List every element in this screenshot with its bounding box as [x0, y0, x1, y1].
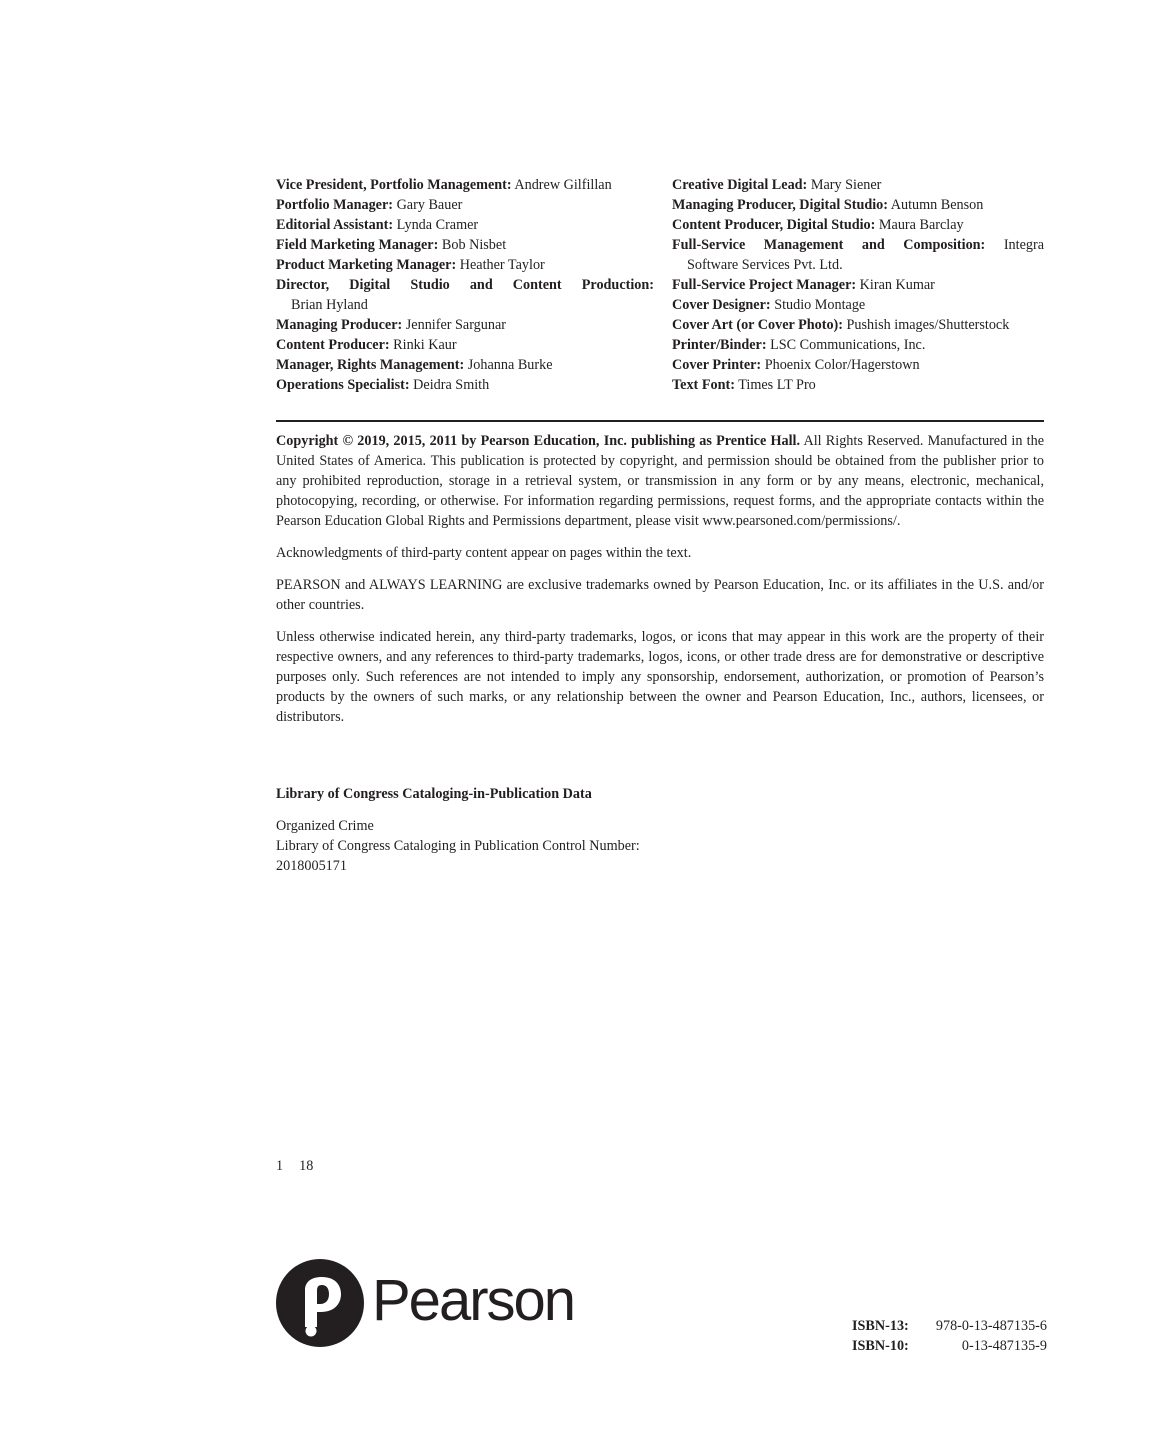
credit-line: [672, 335, 1044, 355]
legal-notice: [276, 431, 1044, 739]
isbn-13-label: ISBN-13:: [852, 1318, 909, 1334]
credit-name: Software Services Pvt. Ltd.: [687, 257, 843, 273]
credit-role: Operations Specialist:: [276, 377, 410, 393]
pearson-wordmark: Pearson: [372, 1268, 575, 1333]
section-divider: [276, 420, 1044, 422]
credit-name: Gary Bauer: [396, 197, 463, 213]
credit-line: [672, 375, 1044, 395]
trademarks-paragraph: PEARSON and ALWAYS LEARNING are exclusive trademarks owned by Pearson Education, Inc. or its affiliates in the U.S. and/or other countries.: [276, 577, 1044, 613]
print-line: [276, 1156, 313, 1176]
credit-name: LSC Communications, Inc.: [770, 337, 926, 353]
credit-role: Managing Producer, Digital Studio:: [672, 197, 888, 213]
cataloging-data: [276, 784, 1044, 876]
control-number-label: Library of Congress Cataloging in Publication Control Number:: [276, 838, 640, 854]
credit-name: Maura Barclay: [878, 217, 964, 233]
credits-right-column: [672, 175, 1044, 395]
credit-name: Integra: [1003, 237, 1045, 253]
copyright-paragraph: [276, 431, 1044, 531]
credit-name: Rinki Kaur: [393, 337, 457, 353]
isbn-block: [852, 1316, 1047, 1356]
credit-line: [672, 295, 1044, 315]
control-number: 2018005171: [276, 858, 347, 874]
credit-line: [672, 175, 1044, 195]
credit-role: Text Font:: [672, 377, 735, 393]
copyright-body: All Rights Reserved. Manufactured in the United States of America. This publication is protected by copyright, and permission should be obtained from the publisher prior to any prohibited reproduction, storage in a retrieval system, or transmission in any form or by any means, electronic, mechanical, photocopying, recording, or otherwise. For information regarding permissions, request forms, and the appropriate contacts within the Pearson Education Global Rights and Permissions department, please visit www.pearsoned.com/permissions/.: [276, 433, 1044, 529]
credit-name: Phoenix Color/Hagerstown: [764, 357, 920, 373]
credit-name: Bob Nisbet: [441, 237, 507, 253]
credit-line: [276, 195, 654, 215]
isbn-10-value: 0-13-487135-9: [961, 1338, 1047, 1354]
print-line-year: 18: [299, 1158, 314, 1174]
credit-name: Brian Hyland: [291, 297, 368, 313]
print-line-number: 1: [276, 1158, 284, 1174]
credit-role: Printer/Binder:: [672, 337, 767, 353]
third-party-paragraph: Unless otherwise indicated herein, any third-party trademarks, logos, or icons that may appear in this work are the property of their respective owners, and any references to third-party trademarks, logos, icons, or other trade dress are for demonstrative or descriptive purposes only. Such references are not intended to imply any sponsorship, endorsement, authorization, or promotion of Pearson’s products by the owners of such marks, or any relationship between the owner and Pearson Education, Inc., authors, licensees, or distributors.: [276, 629, 1044, 725]
isbn-10-row: [852, 1336, 1047, 1356]
credit-line: [276, 355, 654, 375]
credit-line: [276, 335, 654, 355]
credit-name: Jennifer Sargunar: [405, 317, 506, 333]
credit-name: Pushish images/Shutterstock: [846, 317, 1010, 333]
credits-left-column: [276, 175, 654, 395]
credit-role: Full-Service Project Manager:: [672, 277, 857, 293]
pearson-p-icon: [276, 1259, 364, 1347]
isbn-10-label: ISBN-10:: [852, 1338, 909, 1354]
credit-name: Kiran Kumar: [859, 277, 935, 293]
credit-role: Cover Art (or Cover Photo):: [672, 317, 843, 333]
credit-line: [276, 215, 654, 235]
credit-line-continuation: [672, 255, 1044, 275]
credit-name: Lynda Cramer: [396, 217, 479, 233]
credit-line: [276, 235, 654, 255]
credit-role: Content Producer, Digital Studio:: [672, 217, 876, 233]
credit-line: [276, 255, 654, 275]
credit-line: [672, 235, 1044, 255]
credit-role: Content Producer:: [276, 337, 390, 353]
credit-name: Heather Taylor: [459, 257, 545, 273]
credit-role: Editorial Assistant:: [276, 217, 394, 233]
credit-name: Deidra Smith: [413, 377, 490, 393]
credits-block: [276, 175, 1044, 400]
credit-line-continuation: [276, 295, 654, 315]
credit-line: [276, 375, 654, 395]
credit-line: [672, 215, 1044, 235]
isbn-13-row: [852, 1316, 1047, 1336]
credit-line: [672, 355, 1044, 375]
copyright-statement: Copyright © 2019, 2015, 2011 by Pearson Education, Inc. publishing as Prentice Hall.: [276, 433, 801, 449]
credit-line: [672, 195, 1044, 215]
credit-role: Cover Designer:: [672, 297, 771, 313]
credit-line: [672, 275, 1044, 295]
credit-line: [276, 315, 654, 335]
credit-role: Creative Digital Lead:: [672, 177, 808, 193]
book-title: Organized Crime: [276, 818, 374, 834]
credit-name: Autumn Benson: [890, 197, 984, 213]
pearson-logo: [276, 1259, 596, 1349]
cataloging-heading: Library of Congress Cataloging-in-Publication Data: [276, 786, 592, 802]
credit-role: Field Marketing Manager:: [276, 237, 439, 253]
credit-name: Mary Siener: [810, 177, 882, 193]
credit-role: Full-Service Management and Composition:: [672, 237, 986, 253]
credit-role: Cover Printer:: [672, 357, 762, 373]
credit-role: Manager, Rights Management:: [276, 357, 465, 373]
acknowledgments-paragraph: Acknowledgments of third-party content appear on pages within the text.: [276, 545, 692, 561]
credit-line: [672, 315, 1044, 335]
credit-name: Johanna Burke: [467, 357, 553, 373]
credit-name: Andrew Gilfillan: [514, 177, 612, 193]
isbn-13-value: 978-0-13-487135-6: [935, 1318, 1047, 1334]
credit-role: Director, Digital Studio and Content Production:: [276, 277, 654, 293]
credit-role: Vice President, Portfolio Management:: [276, 177, 512, 193]
credit-role: Portfolio Manager:: [276, 197, 394, 213]
credit-line: [276, 175, 654, 195]
credit-name: Studio Montage: [774, 297, 866, 313]
credit-name: Times LT Pro: [738, 377, 816, 393]
credit-line: [276, 275, 654, 295]
credit-role: Managing Producer:: [276, 317, 403, 333]
credit-role: Product Marketing Manager:: [276, 257, 457, 273]
